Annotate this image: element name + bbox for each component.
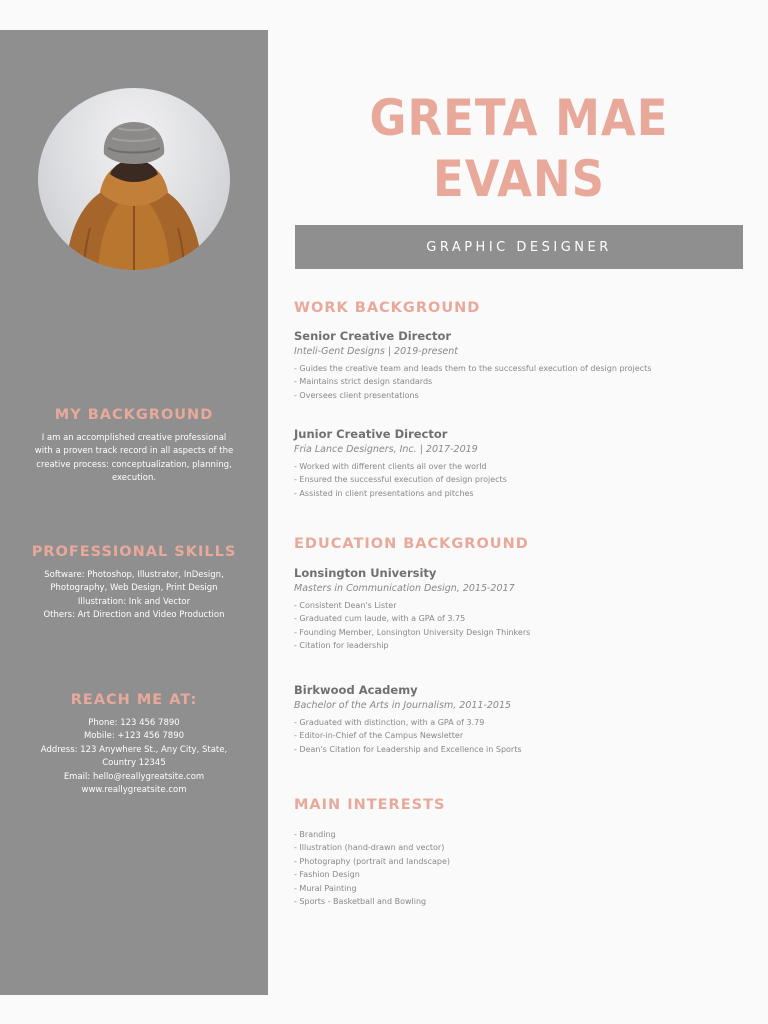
job-title: Junior Creative Director [294, 427, 448, 441]
degree: Masters in Communication Design, 2015-2017 [294, 583, 515, 594]
website-text: www.reallygreatsite.com [81, 785, 187, 796]
bullet-item: - Fashion Design [294, 870, 360, 880]
bullet-item: - Founding Member, Lonsington University Design Thinkers [294, 627, 531, 637]
professional-skills-section [0, 544, 268, 623]
my-background-heading: MY BACKGROUND [54, 407, 214, 423]
bullet-item: - Oversees client presentations [294, 390, 419, 400]
bullet-item: - Branding [294, 830, 336, 839]
main-interests-heading: MAIN INTERESTS [294, 797, 446, 813]
school-bullets [294, 716, 744, 756]
job-company: Inteli-Gent Designs | 2019-present [294, 346, 458, 357]
email-text: Email: hello@reallygreatsite.com [63, 771, 205, 782]
interests-list [294, 826, 744, 908]
bullet-item: - Mural Painting [294, 883, 357, 893]
work-background-heading: WORK BACKGROUND [294, 300, 481, 316]
bullet-item: - Editor-in-Chief of the Campus Newsletter [294, 731, 464, 741]
professional-skills-heading: PROFESSIONAL SKILLS [31, 544, 237, 560]
job-title: Senior Creative Director [294, 329, 452, 343]
bullet-item: - Consistent Dean's Lister [294, 601, 397, 610]
contact-text [0, 717, 268, 797]
text-line: creative process: conceptualization, planning, [36, 459, 232, 470]
work-entry [294, 328, 744, 402]
person-photo-image [38, 88, 230, 270]
education-background-heading: EDUCATION BACKGROUND [294, 536, 529, 552]
person-name [294, 88, 744, 210]
bullet-item: - Graduated with distinction, with a GPA of 3.79 [294, 718, 485, 727]
job-title: GRAPHIC DESIGNER [426, 239, 612, 255]
interest-bullets [294, 828, 744, 908]
text-line: Others: Art Direction and Video Production [43, 610, 225, 621]
job-bullets [294, 460, 744, 500]
my-background-section [0, 407, 268, 486]
address-text: Address: 123 Anywhere St., Any City, State, [40, 744, 228, 755]
contact-section [0, 692, 268, 797]
text-line: Software: Photoshop, Illustrator, InDesign, [44, 570, 224, 580]
my-background-text [0, 432, 268, 486]
contact-heading: REACH ME AT: [70, 692, 198, 708]
text-line: Illustration: Ink and Vector [77, 596, 191, 607]
school-name: Birkwood Academy [294, 683, 418, 697]
education-entry [294, 565, 744, 653]
bullet-item: - Dean's Citation for Leadership and Excellence in Sports [294, 744, 522, 754]
bullet-item: - Illustration (hand-drawn and vector) [294, 843, 445, 853]
job-company: Fria Lance Designers, Inc. | 2017-2019 [294, 444, 478, 455]
phone-text: Phone: 123 456 7890 [88, 718, 180, 728]
profile-photo [38, 88, 230, 270]
professional-skills-text [0, 569, 268, 623]
bullet-item: - Guides the creative team and leads them to the successful execution of design projects [294, 364, 652, 373]
bullet-item: - Maintains strict design standards [294, 377, 433, 387]
name-line: EVANS [432, 150, 606, 208]
text-line: execution. [111, 473, 157, 484]
bullet-item: - Graduated cum laude, with a GPA of 3.75 [294, 614, 466, 624]
job-bullets [294, 362, 744, 402]
bullet-item: - Assisted in client presentations and pitches [294, 488, 474, 498]
bullet-item: - Ensured the successful execution of design projects [294, 475, 507, 485]
school-name: Lonsington University [294, 566, 437, 580]
work-entry [294, 426, 744, 500]
text-line: Photography, Web Design, Print Design [50, 583, 218, 594]
bullet-item: - Photography (portrait and landscape) [294, 856, 451, 866]
degree: Bachelor of the Arts in Journalism, 2011-2015 [294, 700, 512, 711]
address-text: Country 12345 [102, 758, 166, 769]
job-title-bar [295, 225, 743, 269]
education-entry [294, 682, 744, 756]
text-line: I am an accomplished creative professional [41, 433, 227, 443]
mobile-text: Mobile: +123 456 7890 [83, 731, 185, 742]
text-line: with a proven track record in all aspects of the [34, 446, 234, 457]
school-bullets [294, 599, 744, 653]
sidebar [0, 30, 268, 995]
bullet-item: - Worked with different clients all over the world [294, 462, 487, 471]
bullet-item: - Citation for leadership [294, 641, 389, 651]
bullet-item: - Sports - Basketball and Bowling [294, 897, 427, 907]
name-line: GRETA MAE [369, 89, 669, 147]
